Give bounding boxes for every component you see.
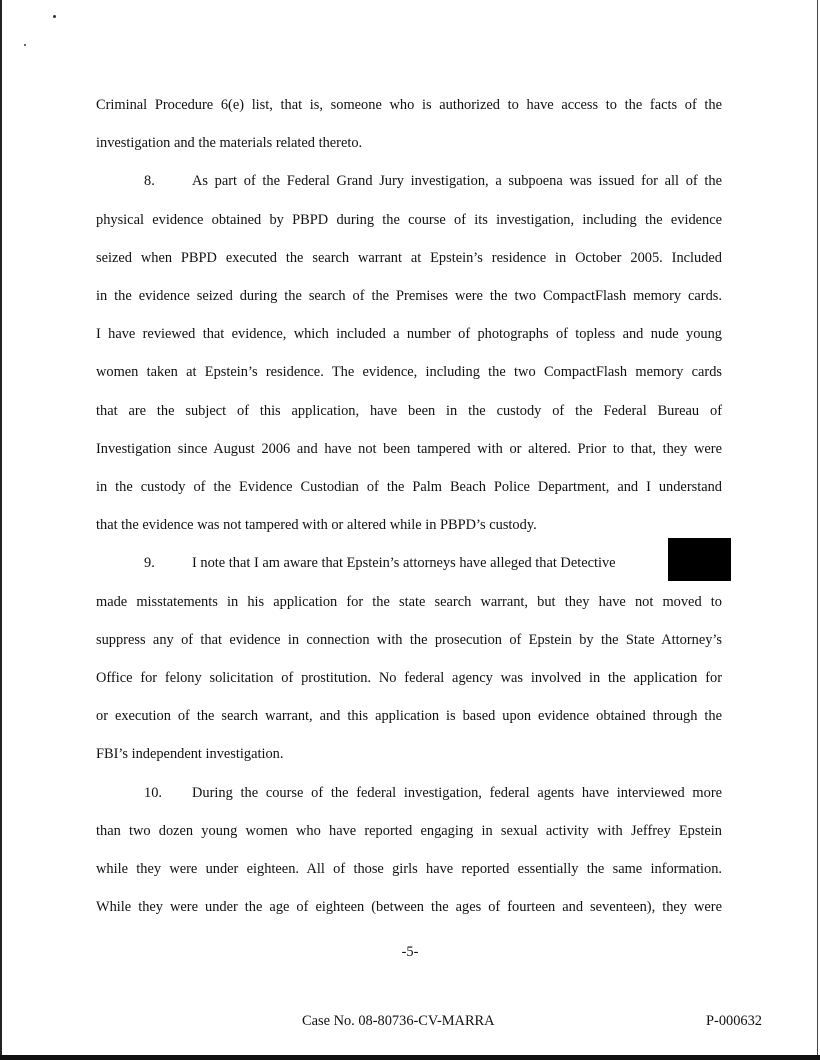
line-text: than two dozen young women who have reported engaging in sexual activity with Jeffrey Epstein — [96, 822, 722, 839]
line-text: I have reviewed that evidence, which included a number of photographs of topless and nude young — [96, 326, 722, 343]
text-line — [96, 440, 722, 458]
text-line — [96, 478, 722, 496]
text-line — [96, 363, 722, 381]
text-line — [96, 745, 722, 763]
line-text: investigation and the materials related thereto. — [96, 135, 363, 152]
redaction-box — [668, 538, 731, 581]
line-text: women taken at Epstein’s residence. The evidence, including the two CompactFlash memory cards — [96, 364, 722, 381]
paragraph-number: 8. — [144, 173, 155, 190]
text-line — [96, 898, 722, 916]
line-text: During the course of the federal investigation, federal agents have interviewed more — [192, 784, 722, 801]
paragraph-first-line — [96, 784, 722, 802]
line-text: As part of the Federal Grand Jury investigation, a subpoena was issued for all of the — [192, 173, 722, 190]
line-text: or execution of the search warrant, and this application is based upon evidence obtained through the — [96, 708, 722, 725]
line-text: I note that I am aware that Epstein’s attorneys have alleged that Detective — [192, 555, 616, 572]
text-line — [96, 593, 722, 611]
scan-right-edge — [817, 0, 818, 1060]
line-text: Criminal Procedure 6(e) list, that is, someone who is authorized to have access to the facts of the — [96, 97, 722, 113]
text-line — [96, 249, 722, 267]
line-text: seized when PBPD executed the search warrant at Epstein’s residence in October 2005. Included — [96, 249, 722, 266]
text-line — [96, 211, 722, 229]
bates-number: P-000632 — [706, 1013, 762, 1029]
text-line — [96, 631, 722, 649]
page-number: -5- — [401, 944, 419, 960]
paragraph-number: 10. — [144, 784, 162, 801]
scan-left-edge — [0, 0, 2, 1060]
line-text: while they were under eighteen. All of those girls have reported essentially the same information. — [96, 861, 722, 877]
text-line — [96, 707, 722, 725]
paragraph-first-line — [96, 172, 722, 190]
scan-speck — [53, 15, 56, 18]
scan-bottom-edge — [0, 1055, 820, 1060]
paragraph-number: 9. — [144, 555, 155, 572]
text-line — [96, 822, 722, 840]
text-line — [96, 96, 722, 114]
line-text: in the evidence seized during the search of the Premises were the two CompactFlash memory cards. — [96, 288, 722, 304]
line-text: that are the subject of this application, have been in the custody of the Federal Bureau of — [96, 402, 722, 419]
text-line — [96, 134, 722, 152]
case-number: Case No. 08-80736-CV-MARRA — [302, 1013, 495, 1029]
line-text: that the evidence was not tampered with or altered while in PBPD’s custody. — [96, 517, 537, 534]
line-text: made misstatements in his application for the state search warrant, but they have not moved to — [96, 593, 722, 610]
line-text: While they were under the age of eighteen (between the ages of fourteen and seventeen), they were — [96, 899, 722, 916]
line-text: FBI’s independent investigation. — [96, 746, 284, 763]
text-line — [96, 669, 722, 687]
line-text: Office for felony solicitation of prostitution. No federal agency was involved in the application for — [96, 670, 722, 686]
line-text: suppress any of that evidence in connection with the prosecution of Epstein by the State Attorney’s — [96, 631, 722, 648]
paragraph-first-line — [96, 554, 722, 572]
text-line — [96, 860, 722, 878]
line-text: physical evidence obtained by PBPD during the course of its investigation, including the evidence — [96, 211, 722, 228]
text-line — [96, 287, 722, 305]
scan-speck — [24, 44, 26, 46]
line-text: in the custody of the Evidence Custodian of the Palm Beach Police Department, and I understand — [96, 479, 722, 495]
text-line — [96, 516, 722, 534]
line-text: Investigation since August 2006 and have not been tampered with or altered. Prior to that, they were — [96, 440, 722, 457]
text-line — [96, 402, 722, 420]
text-line — [96, 325, 722, 343]
